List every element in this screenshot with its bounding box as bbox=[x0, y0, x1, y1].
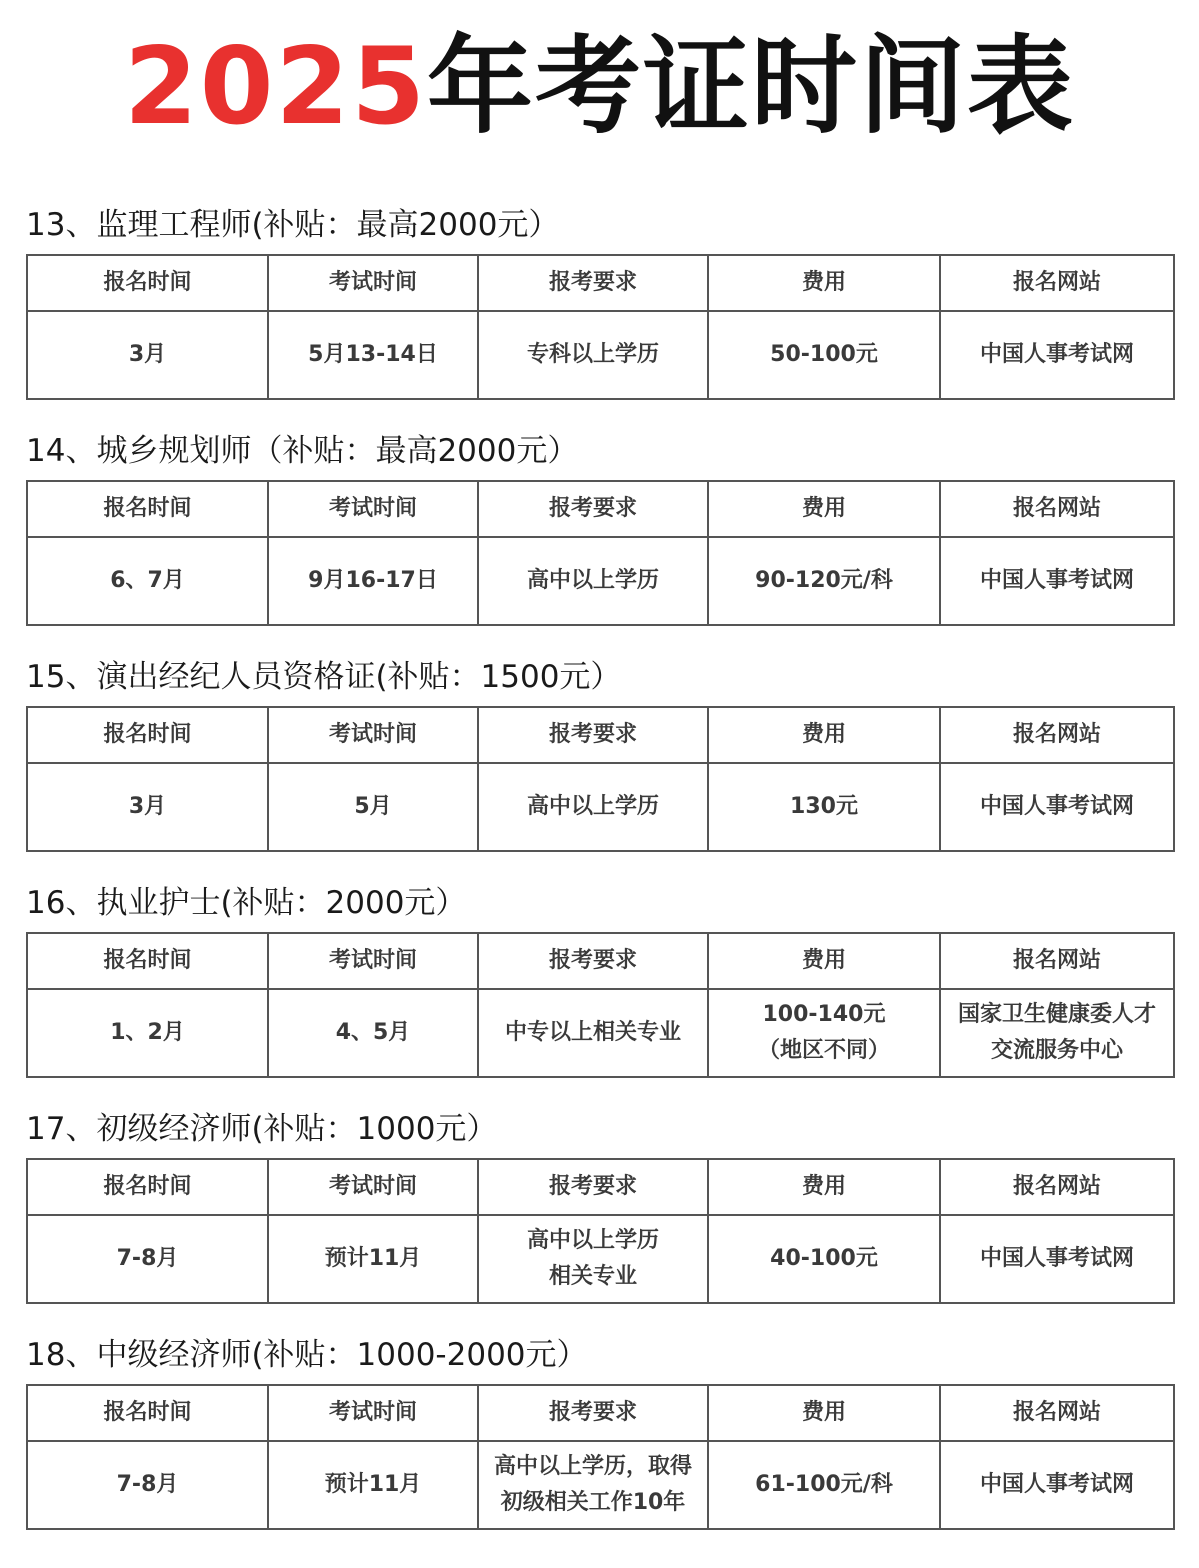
cell-website bbox=[940, 537, 1174, 625]
table-row bbox=[27, 537, 1174, 625]
header-website: 报名网站 bbox=[940, 255, 1174, 311]
cell-line: 中国人事考试网 bbox=[979, 794, 1134, 819]
page-title bbox=[0, 22, 1199, 152]
header-register-time: 报名时间 bbox=[27, 1385, 268, 1441]
cell-line: 5月 bbox=[354, 794, 392, 819]
title-year: 2025 bbox=[123, 25, 428, 148]
header-fee: 费用 bbox=[708, 707, 940, 763]
title-text: 年考证时间表 bbox=[427, 25, 1076, 148]
header-exam-time: 考试时间 bbox=[268, 1385, 478, 1441]
header-exam-time: 考试时间 bbox=[268, 255, 478, 311]
cell-line: 高中以上学历 bbox=[526, 794, 659, 819]
table-header-row bbox=[27, 1385, 1174, 1441]
header-exam-time: 考试时间 bbox=[268, 707, 478, 763]
header-fee: 费用 bbox=[708, 1159, 940, 1215]
cell-fee bbox=[708, 1441, 940, 1529]
cell-line: 国家卫生健康委人才 bbox=[957, 1002, 1156, 1027]
header-requirement: 报考要求 bbox=[478, 707, 708, 763]
cell-line: （地区不同） bbox=[757, 1038, 890, 1063]
section-heading: 13、监理工程师(补贴：最高2000元） bbox=[26, 207, 560, 243]
cell-line: 3月 bbox=[128, 342, 167, 367]
header-requirement: 报考要求 bbox=[478, 1385, 708, 1441]
table-header-row bbox=[27, 481, 1174, 537]
table-header-row bbox=[27, 707, 1174, 763]
header-fee: 费用 bbox=[708, 255, 940, 311]
header-register-time: 报名时间 bbox=[27, 933, 268, 989]
cell-exam-time bbox=[268, 537, 478, 625]
cell-website bbox=[940, 763, 1174, 851]
section-heading: 15、演出经纪人员资格证(补贴：1500元） bbox=[26, 659, 622, 695]
cell-line: 高中以上学历 bbox=[526, 568, 659, 593]
table-row bbox=[27, 311, 1174, 399]
section-heading: 17、初级经济师(补贴：1000元） bbox=[26, 1111, 498, 1147]
section-heading: 18、中级经济师(补贴：1000-2000元） bbox=[26, 1337, 588, 1373]
cell-exam-time bbox=[268, 311, 478, 399]
cell-requirement bbox=[478, 1215, 708, 1303]
cell-line: 专科以上学历 bbox=[526, 342, 659, 367]
exam-table bbox=[26, 254, 1175, 400]
table-row bbox=[27, 1441, 1174, 1529]
table-header-row bbox=[27, 1159, 1174, 1215]
cell-line: 50-100元 bbox=[770, 342, 878, 367]
header-website: 报名网站 bbox=[940, 1385, 1174, 1441]
cell-fee bbox=[708, 537, 940, 625]
header-fee: 费用 bbox=[708, 933, 940, 989]
cell-line: 高中以上学历 bbox=[526, 1228, 659, 1253]
header-requirement: 报考要求 bbox=[478, 1159, 708, 1215]
cell-line: 交流服务中心 bbox=[990, 1038, 1123, 1063]
header-register-time: 报名时间 bbox=[27, 707, 268, 763]
cell-line: 130元 bbox=[790, 794, 858, 819]
cell-fee bbox=[708, 989, 940, 1077]
cell-line: 相关专业 bbox=[548, 1264, 637, 1289]
header-register-time: 报名时间 bbox=[27, 481, 268, 537]
header-website: 报名网站 bbox=[940, 1159, 1174, 1215]
header-fee: 费用 bbox=[708, 481, 940, 537]
exam-table bbox=[26, 1158, 1175, 1304]
exam-table bbox=[26, 932, 1175, 1078]
header-requirement: 报考要求 bbox=[478, 255, 708, 311]
cell-website bbox=[940, 1441, 1174, 1529]
table-row bbox=[27, 763, 1174, 851]
cell-register-time bbox=[27, 989, 268, 1077]
cell-requirement bbox=[478, 763, 708, 851]
header-website: 报名网站 bbox=[940, 707, 1174, 763]
header-fee: 费用 bbox=[708, 1385, 940, 1441]
cell-line: 预计11月 bbox=[324, 1246, 422, 1271]
cell-line: 5月13-14日 bbox=[308, 342, 438, 367]
cell-line: 7-8月 bbox=[116, 1472, 179, 1497]
exam-table bbox=[26, 480, 1175, 626]
cell-line: 1、2月 bbox=[110, 1020, 185, 1045]
header-exam-time: 考试时间 bbox=[268, 1159, 478, 1215]
cell-line: 预计11月 bbox=[324, 1472, 422, 1497]
table-row bbox=[27, 989, 1174, 1077]
cell-line: 初级相关工作10年 bbox=[500, 1490, 686, 1515]
exam-table bbox=[26, 1384, 1175, 1530]
cell-line: 90-120元/科 bbox=[755, 568, 893, 593]
cell-line: 中专以上相关专业 bbox=[504, 1020, 681, 1045]
cell-exam-time bbox=[268, 1441, 478, 1529]
cell-line: 7-8月 bbox=[116, 1246, 179, 1271]
cell-fee bbox=[708, 1215, 940, 1303]
header-website: 报名网站 bbox=[940, 481, 1174, 537]
cell-requirement bbox=[478, 537, 708, 625]
cell-line: 9月16-17日 bbox=[308, 568, 438, 593]
exam-table bbox=[26, 706, 1175, 852]
header-requirement: 报考要求 bbox=[478, 481, 708, 537]
cell-line: 高中以上学历，取得 bbox=[493, 1454, 692, 1479]
cell-exam-time bbox=[268, 989, 478, 1077]
cell-requirement bbox=[478, 311, 708, 399]
section-heading: 14、城乡规划师（补贴：最高2000元） bbox=[26, 433, 579, 469]
header-exam-time: 考试时间 bbox=[268, 481, 478, 537]
cell-website bbox=[940, 1215, 1174, 1303]
cell-register-time bbox=[27, 311, 268, 399]
cell-requirement bbox=[478, 989, 708, 1077]
cell-website bbox=[940, 989, 1174, 1077]
cell-website bbox=[940, 311, 1174, 399]
section-heading: 16、执业护士(补贴：2000元） bbox=[26, 885, 467, 921]
cell-line: 6、7月 bbox=[110, 568, 185, 593]
header-register-time: 报名时间 bbox=[27, 255, 268, 311]
cell-line: 100-140元 bbox=[762, 1002, 886, 1027]
cell-register-time bbox=[27, 1441, 268, 1529]
cell-exam-time bbox=[268, 1215, 478, 1303]
cell-exam-time bbox=[268, 763, 478, 851]
cell-requirement bbox=[478, 1441, 708, 1529]
cell-line: 中国人事考试网 bbox=[979, 342, 1134, 367]
cell-line: 40-100元 bbox=[770, 1246, 878, 1271]
cell-line: 中国人事考试网 bbox=[979, 1472, 1134, 1497]
table-header-row bbox=[27, 255, 1174, 311]
cell-register-time bbox=[27, 537, 268, 625]
cell-line: 中国人事考试网 bbox=[979, 568, 1134, 593]
cell-line: 4、5月 bbox=[335, 1020, 411, 1045]
table-header-row bbox=[27, 933, 1174, 989]
cell-line: 3月 bbox=[128, 794, 167, 819]
header-exam-time: 考试时间 bbox=[268, 933, 478, 989]
cell-fee bbox=[708, 763, 940, 851]
cell-line: 61-100元/科 bbox=[755, 1472, 893, 1497]
cell-register-time bbox=[27, 1215, 268, 1303]
cell-line: 中国人事考试网 bbox=[979, 1246, 1134, 1271]
header-requirement: 报考要求 bbox=[478, 933, 708, 989]
cell-fee bbox=[708, 311, 940, 399]
cell-register-time bbox=[27, 763, 268, 851]
header-register-time: 报名时间 bbox=[27, 1159, 268, 1215]
table-row bbox=[27, 1215, 1174, 1303]
header-website: 报名网站 bbox=[940, 933, 1174, 989]
